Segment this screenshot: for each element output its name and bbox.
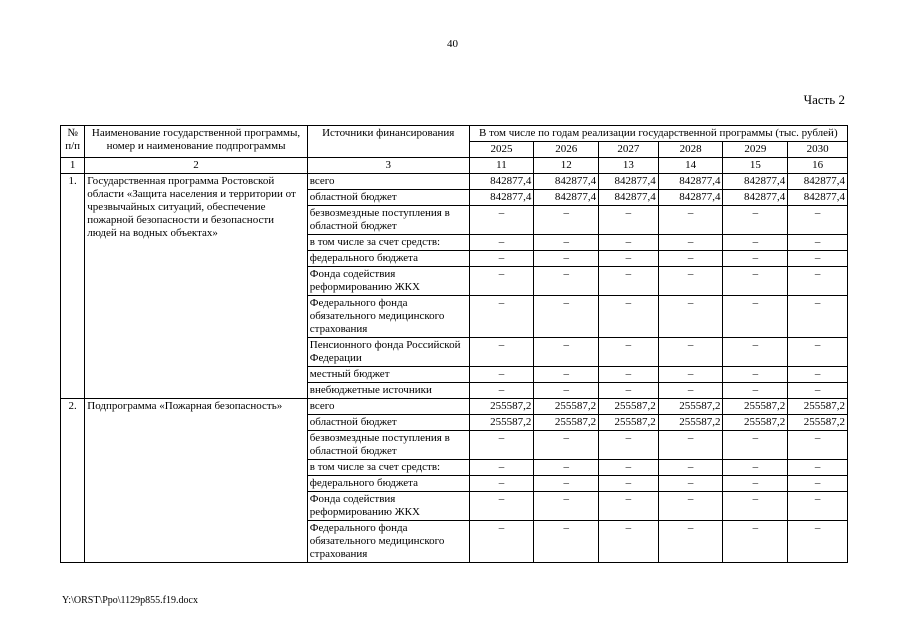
year-value: – — [723, 296, 788, 338]
year-value: 842877,4 — [469, 174, 534, 190]
year-value: – — [658, 521, 723, 563]
year-value: – — [599, 476, 659, 492]
year-value: – — [599, 431, 659, 460]
year-value: – — [788, 206, 848, 235]
year-value: – — [723, 235, 788, 251]
year-value: – — [788, 296, 848, 338]
year-value: – — [469, 267, 534, 296]
year-value: – — [599, 235, 659, 251]
year-value: – — [534, 460, 599, 476]
year-value: – — [788, 476, 848, 492]
funding-source: в том числе за счет средств: — [307, 460, 469, 476]
year-value: – — [534, 476, 599, 492]
funding-source: Фонда содействия реформированию ЖКХ — [307, 492, 469, 521]
header-years-group: В том числе по годам реализации государственной программы (тыс. рублей) — [469, 126, 847, 142]
year-value: – — [788, 267, 848, 296]
header-num: № п/п — [61, 126, 85, 158]
year-value: – — [658, 296, 723, 338]
year-value: 842877,4 — [658, 174, 723, 190]
year-value: 255587,2 — [469, 399, 534, 415]
header-year: 2026 — [534, 142, 599, 158]
year-value: – — [658, 338, 723, 367]
funding-source: Фонда содействия реформированию ЖКХ — [307, 267, 469, 296]
year-value: – — [534, 235, 599, 251]
year-value: – — [788, 460, 848, 476]
year-value: – — [534, 367, 599, 383]
year-value: – — [788, 367, 848, 383]
year-value: 255587,2 — [469, 415, 534, 431]
header-sources: Источники финансирования — [307, 126, 469, 158]
year-value: – — [469, 383, 534, 399]
year-value: – — [723, 521, 788, 563]
year-value: – — [788, 235, 848, 251]
year-value: 842877,4 — [723, 190, 788, 206]
year-value: 842877,4 — [723, 174, 788, 190]
funding-source: областной бюджет — [307, 190, 469, 206]
funding-source: Федерального фонда обязательного медицинского страхования — [307, 296, 469, 338]
year-value: – — [534, 492, 599, 521]
funding-source: областной бюджет — [307, 415, 469, 431]
year-value: – — [599, 267, 659, 296]
year-value: – — [723, 460, 788, 476]
year-value: – — [723, 267, 788, 296]
column-number: 11 — [469, 158, 534, 174]
column-number: 3 — [307, 158, 469, 174]
year-value: – — [469, 521, 534, 563]
year-value: – — [469, 431, 534, 460]
year-value: – — [658, 235, 723, 251]
year-value: – — [723, 206, 788, 235]
column-number-row — [61, 158, 848, 174]
year-value: – — [599, 296, 659, 338]
header-row-1 — [61, 126, 848, 142]
year-value: – — [469, 460, 534, 476]
year-value: – — [599, 251, 659, 267]
funding-source: Пенсионного фонда Российской Федерации — [307, 338, 469, 367]
year-value: 255587,2 — [599, 399, 659, 415]
header-year: 2029 — [723, 142, 788, 158]
funding-source: Федерального фонда обязательного медицинского страхования — [307, 521, 469, 563]
funding-source: всего — [307, 174, 469, 190]
program-name: Государственная программа Ростовской области «Защита населения и территории от чрезвычайных ситуаций, обеспечение пожарной безопасности и безопасности людей на водных объектах» — [85, 174, 308, 399]
year-value: – — [534, 296, 599, 338]
year-value: – — [534, 383, 599, 399]
year-value: – — [599, 338, 659, 367]
funding-source: безвозмездные поступления в областной бюджет — [307, 431, 469, 460]
column-number: 2 — [85, 158, 308, 174]
year-value: 842877,4 — [658, 190, 723, 206]
year-value: 255587,2 — [723, 399, 788, 415]
year-value: 842877,4 — [788, 174, 848, 190]
year-value: – — [658, 367, 723, 383]
year-value: – — [534, 206, 599, 235]
year-value: 255587,2 — [534, 415, 599, 431]
column-number: 16 — [788, 158, 848, 174]
year-value: – — [658, 492, 723, 521]
year-value: – — [534, 267, 599, 296]
header-year: 2027 — [599, 142, 659, 158]
year-value: 255587,2 — [723, 415, 788, 431]
year-value: – — [723, 431, 788, 460]
funding-source: федерального бюджета — [307, 251, 469, 267]
year-value: 255587,2 — [534, 399, 599, 415]
year-value: – — [788, 251, 848, 267]
year-value: – — [469, 492, 534, 521]
funding-table — [60, 125, 848, 563]
year-value: 842877,4 — [599, 174, 659, 190]
year-value: 842877,4 — [599, 190, 659, 206]
year-value: – — [788, 338, 848, 367]
page-number: 40 — [447, 38, 458, 50]
year-value: – — [469, 235, 534, 251]
year-value: – — [469, 251, 534, 267]
funding-source: внебюджетные источники — [307, 383, 469, 399]
header-year: 2030 — [788, 142, 848, 158]
year-value: – — [788, 431, 848, 460]
column-number: 15 — [723, 158, 788, 174]
year-value: – — [534, 431, 599, 460]
funding-source: безвозмездные поступления в областной бюджет — [307, 206, 469, 235]
column-number: 14 — [658, 158, 723, 174]
table-row — [61, 174, 848, 190]
column-number: 13 — [599, 158, 659, 174]
year-value: 255587,2 — [788, 399, 848, 415]
year-value: – — [469, 206, 534, 235]
year-value: – — [599, 460, 659, 476]
row-number: 1. — [61, 174, 85, 399]
year-value: – — [723, 367, 788, 383]
year-value: – — [599, 206, 659, 235]
header-year: 2025 — [469, 142, 534, 158]
year-value: – — [658, 383, 723, 399]
column-number: 12 — [534, 158, 599, 174]
year-value: – — [658, 431, 723, 460]
year-value: – — [788, 521, 848, 563]
year-value: 842877,4 — [534, 174, 599, 190]
year-value: – — [658, 267, 723, 296]
year-value: 255587,2 — [788, 415, 848, 431]
header-program-name: Наименование государственной программы, номер и наименование подпрограммы — [85, 126, 308, 158]
year-value: – — [534, 338, 599, 367]
year-value: – — [788, 383, 848, 399]
year-value: – — [723, 251, 788, 267]
funding-source: местный бюджет — [307, 367, 469, 383]
row-number: 2. — [61, 399, 85, 563]
year-value: – — [723, 383, 788, 399]
year-value: – — [788, 492, 848, 521]
year-value: – — [469, 476, 534, 492]
year-value: – — [599, 383, 659, 399]
year-value: – — [469, 367, 534, 383]
year-value: – — [534, 521, 599, 563]
year-value: 255587,2 — [658, 399, 723, 415]
year-value: – — [599, 492, 659, 521]
year-value: – — [534, 251, 599, 267]
year-value: 842877,4 — [788, 190, 848, 206]
year-value: – — [469, 338, 534, 367]
year-value: – — [658, 251, 723, 267]
column-number: 1 — [61, 158, 85, 174]
part-label: Часть 2 — [803, 92, 845, 107]
header-year: 2028 — [658, 142, 723, 158]
year-value: – — [658, 476, 723, 492]
funding-source: в том числе за счет средств: — [307, 235, 469, 251]
year-value: 255587,2 — [599, 415, 659, 431]
year-value: – — [599, 367, 659, 383]
year-value: 842877,4 — [469, 190, 534, 206]
year-value: – — [469, 296, 534, 338]
footer-file-path: Y:\ORST\Ppo\1129p855.f19.docx — [62, 595, 198, 606]
year-value: – — [723, 338, 788, 367]
year-value: 255587,2 — [658, 415, 723, 431]
funding-source: всего — [307, 399, 469, 415]
year-value: – — [658, 206, 723, 235]
year-value: – — [723, 492, 788, 521]
funding-source: федерального бюджета — [307, 476, 469, 492]
year-value: – — [723, 476, 788, 492]
table-row — [61, 399, 848, 415]
program-name: Подпрограмма «Пожарная безопасность» — [85, 399, 308, 563]
year-value: 842877,4 — [534, 190, 599, 206]
year-value: – — [658, 460, 723, 476]
year-value: – — [599, 521, 659, 563]
